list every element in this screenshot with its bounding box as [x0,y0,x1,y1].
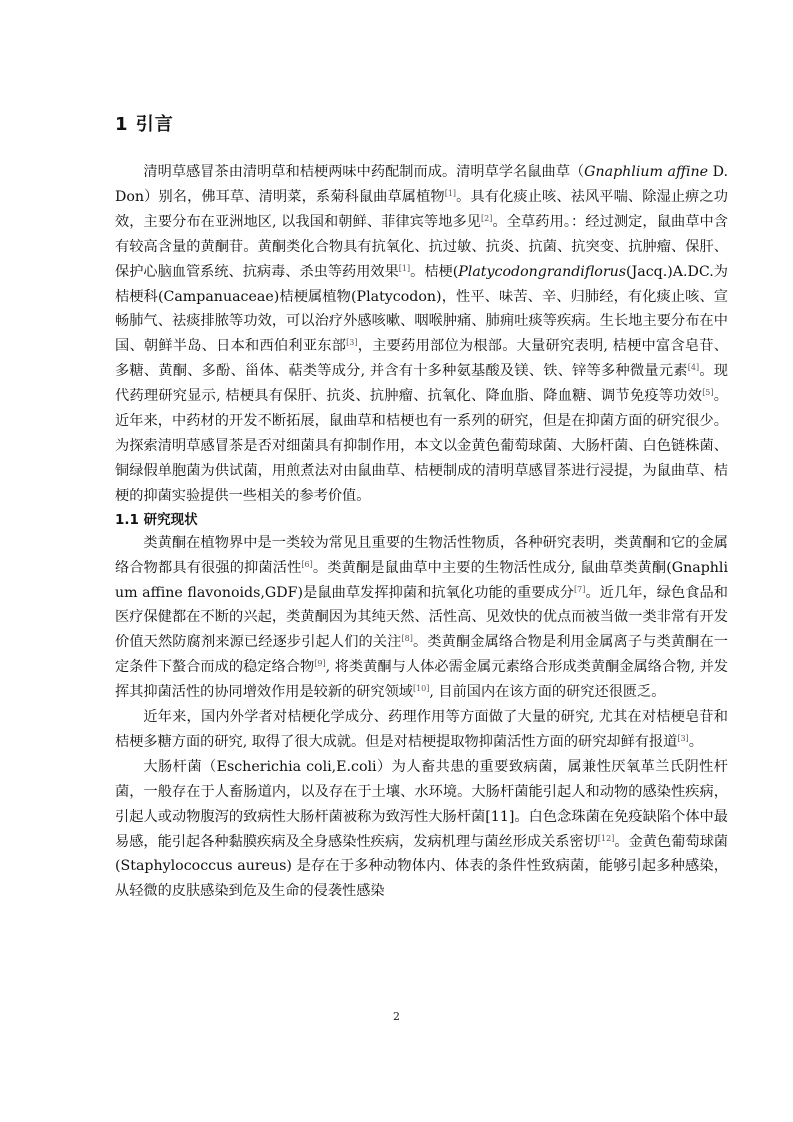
text: 大肠杆菌（Escherichia coli,E.coli）为人畜共患的重要致病菌，属兼性厌氧革兰氏阴性杆菌，一般存在于人畜肠道内，以及存在于土壤、水环境。大肠杆菌能引起人和动物的感染性疾病，引起人或动物腹泻的致病性大肠杆菌被称为致泻性大肠杆菌[11]。白色念珠菌在免疫缺陷个体中最易感，能引起各种黏膜疾病及全身感染性疾病，发病机理与菌丝形成关系密切 [115,758,728,850]
text: 。现代药理研究显示, 桔梗具有保肝、抗炎、抗肿瘤、抗氧化、降血脂、降血糖、调节免疫等功效 [115,363,728,405]
text: 。类黄酮是鼠曲草中主要的生物活性成分, 鼠曲草类黄酮(Gnaphlium affine flavonoids,GDF)是鼠曲草发挥抑菌和抗氧化功能的重要成分 [115,559,728,601]
paragraph-flavonoids [115,531,728,705]
text: 。近年来，中药材的开发不断拓展，鼠曲草和桔梗也有一系列的研究，但是在抑菌方面的研究很少。为探索清明草感冒茶是否对细菌具有抑制作用，本文以金黄色葡萄球菌、大肠杆菌、白色链株菌、铜绿假单胞菌为供试菌，用煎煮法对由鼠曲草、桔梗制成的清明草感冒茶进行浸提，为鼠曲草、桔梗的抑菌实验提供一些相关的参考价值。 [115,388,728,504]
citation: [4] [687,363,700,373]
paragraph-platycodon [115,705,728,755]
citation: [3] [677,733,689,743]
text: 类黄酮在植物界中是一类较为常见且重要的生物活性物质，各种研究表明，类黄酮和它的金属络合物都具有很强的抑菌活性 [115,534,728,576]
citation: [8] [401,634,413,644]
text: 。桔梗( [410,263,459,280]
paragraph-intro [115,160,728,509]
text: D.Don）别名，佛耳草、清明菜，系菊科鼠曲草属植物 [115,164,728,205]
text: 。全草药用。：经过测定，鼠曲草中含有较高含量的黄酮苷。黄酮类化合物具有抗氧化、抗过敏、抗炎、抗菌、抗突变、抗肿瘤、保肝、保护心脑血管系统、抗病毒、杀虫等药用效果 [115,213,728,280]
text: 。近几年，绿色食品和医疗保健都在不断的兴起，类黄酮因为其纯天然、活性高、见效快的优点而被当做一类非常有开发价值天然防腐剂来源已经逐步引起人们的关注 [115,584,728,651]
text: , 目前国内在该方面的研究还很匮乏。 [429,684,666,701]
text: 。 [688,733,703,750]
text: ，主要药用部位为根部。大量研究表明, 桔梗中富含皂苷、多糖、黄酮、多酚、甾体、萜类等成分, 并含有十多种氨基酸及镁、铁、锌等多种微量元素 [115,338,728,380]
citation: [12] [597,833,615,843]
citation: [3] [346,338,358,348]
text: 。金黄色葡萄球菌 (Staphylococcus aureus) 是存在于多种动物体内、体表的条件性致病菌，能够引起多种感染，从轻微的皮肤感染到危及生命的侵袭性感染 [115,833,728,900]
citation: [9] [314,659,326,669]
subsection-heading: 1.1 研究现状 [115,511,198,528]
text: (Jacq.)A.DC.为桔梗科(Campanuaceae)桔梗属植物(Platycodon)，性平、味苦、辛、归肺经，有化痰止咳、宣畅肺气、祛痰排脓等功效，可以治疗外感咳嗽、咽喉肿痛、肺痈吐痰等疾病。生长地主要分布在中国、朝鲜半岛、日本和西伯利亚东部 [115,263,728,355]
citation: [1] [398,263,411,273]
document-body [115,112,728,904]
citation: [10] [412,684,430,694]
section-heading: 1 引言 [115,114,174,135]
page-number: 2 [393,1010,400,1023]
citation: [6] [301,559,313,569]
citation: [5] [702,388,714,398]
paragraph-bacteria [115,755,728,904]
text: 近年来，国内外学者对桔梗化学成分、药理作用等方面做了大量的研究, 尤其在对桔梗皂苷和桔梗多糖方面的研究, 取得了很大成就。但是对桔梗提取物抑菌活性方面的研究却鲜有报道 [115,709,728,750]
latin-name: Gnaphlium affine [584,164,709,180]
text: 。具有化痰止咳、祛风平喘、除湿止痹之功效，主要分布在亚洲地区, 以我国和朝鲜、菲律宾等地多见 [115,188,728,230]
latin-name: Platycodongrandiflorus [458,263,627,280]
citation: [2] [481,213,493,223]
text: 清明草感冒茶由清明草和桔梗两味中药配制而成。清明草学名鼠曲草（ [143,164,585,180]
citation: [7] [574,584,586,594]
citation: [1] [444,188,457,198]
text: , 将类黄酮与人体必需金属元素络合形成类黄酮金属络合物, 并发挥其抑菌活性的协同增效作用是较新的研究领域 [115,659,728,701]
text: 。类黄酮金属络合物是利用金属离子与类黄酮在一定条件下螯合而成的稳定络合物 [115,634,728,676]
